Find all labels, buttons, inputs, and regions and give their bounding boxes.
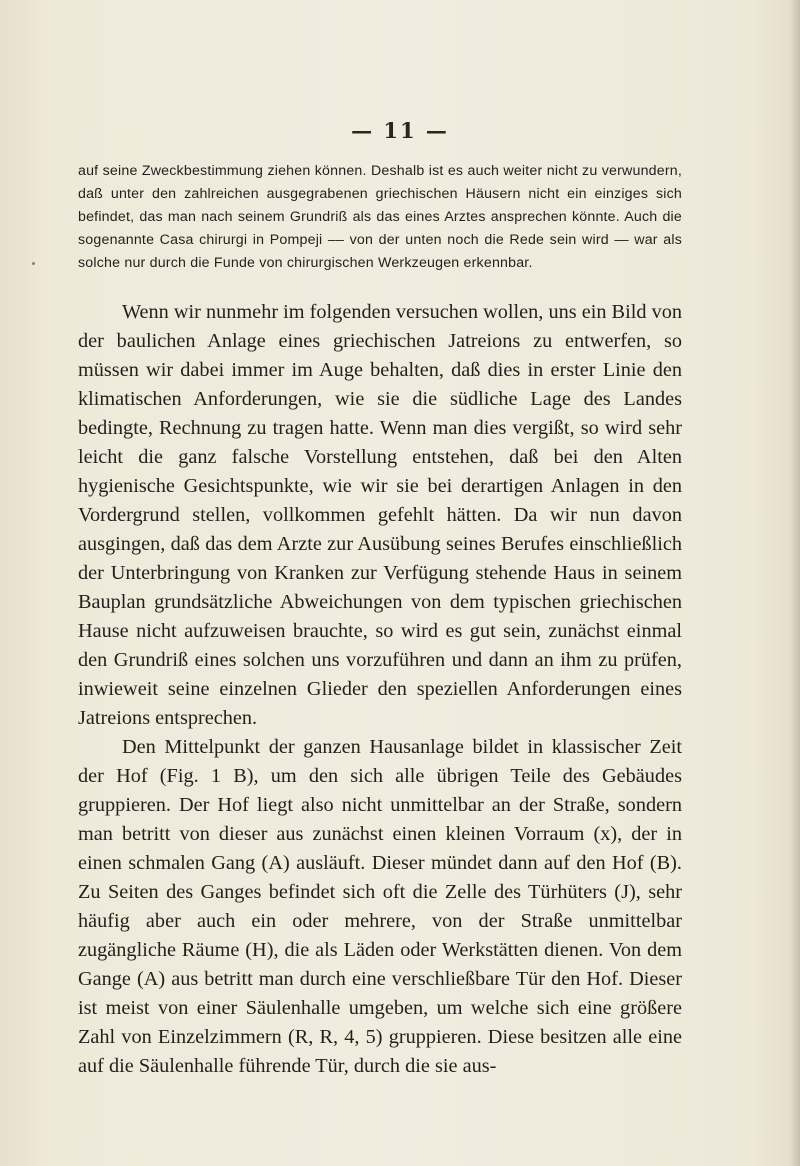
footnote-continuation (78, 160, 682, 275)
paper-speck (32, 262, 35, 265)
main-text (78, 298, 682, 1081)
page-edge-shadow (790, 0, 800, 1166)
page-number: — 11 — (351, 118, 449, 143)
small-text-paragraph: auf seine Zweckbestimmung ziehen können. Deshalb ist es auch weiter nicht zu verwundern, daß unter den zahlreichen ausgegrabenen griechischen Häusern nicht ein einziges sich befindet, das man nach seinem Grundriß als das eines Arztes ansprechen könnte. Auch die sogenannte Casa chirurgi in Pompeji –– von der unten noch die Rede sein wird — war als solche nur durch die Funde von chirurgischen Werkzeugen erkennbar. (78, 163, 682, 271)
paragraph-2: Den Mittelpunkt der ganzen Hausanlage bildet in klassischer Zeit der Hof (Fig. 1 B), um den sich alle übrigen Teile des Gebäudes gruppieren. Der Hof liegt also nicht unmittelbar an der Straße, sondern man betritt von dieser aus zunächst einen kleinen Vorraum (x), der in einen schmalen Gang (A) ausläuft. Dieser mündet dann auf den Hof (B). Zu Seiten des Ganges befindet sich oft die Zelle des Türhüters (J), sehr häufig aber auch ein oder mehrere, von der Straße unmittelbar zugängliche Räume (H), die als Läden oder Werkstätten dienen. Von dem Gange (A) aus betritt man durch eine verschließbare Tür den Hof. Dieser ist meist von einer Säulenhalle umgeben, um welche sich eine größere Zahl von Einzelzimmern (R, R, 4, 5) gruppieren. Diese besitzen alle eine auf die Säulenhalle führende Tür, durch die sie aus- (78, 736, 682, 1077)
paragraph-1: Wenn wir nunmehr im folgenden versuchen wollen, uns ein Bild von der baulichen Anlage eines griechischen Jatreions zu entwerfen, so müssen wir dabei immer im Auge behalten, daß dies in erster Linie den klimatischen Anforderungen, wie sie die südliche Lage des Landes bedingte, Rechnung zu tragen hatte. Wenn man dies vergißt, so wird sehr leicht die ganz falsche Vorstellung entstehen, daß bei den Alten hygienische Gesichtspunkte, wie wir sie bei derartigen Anlagen in den Vordergrund stellen, vollkommen gefehlt hätten. Da wir nun davon ausgingen, daß das dem Arzte zur Ausübung seines Berufes einschließlich der Unterbringung von Kranken zur Verfügung stehende Haus in seinem Bauplan grundsätzliche Abweichungen von dem typischen griechischen Hause nicht aufzuweisen brauchte, so wird es gut sein, zunächst einmal den Grundriß eines solchen uns vorzuführen und dann an ihm zu prüfen, inwieweit seine einzelnen Glieder den speziellen Anforderungen eines Jatreions entsprechen. (78, 301, 682, 729)
